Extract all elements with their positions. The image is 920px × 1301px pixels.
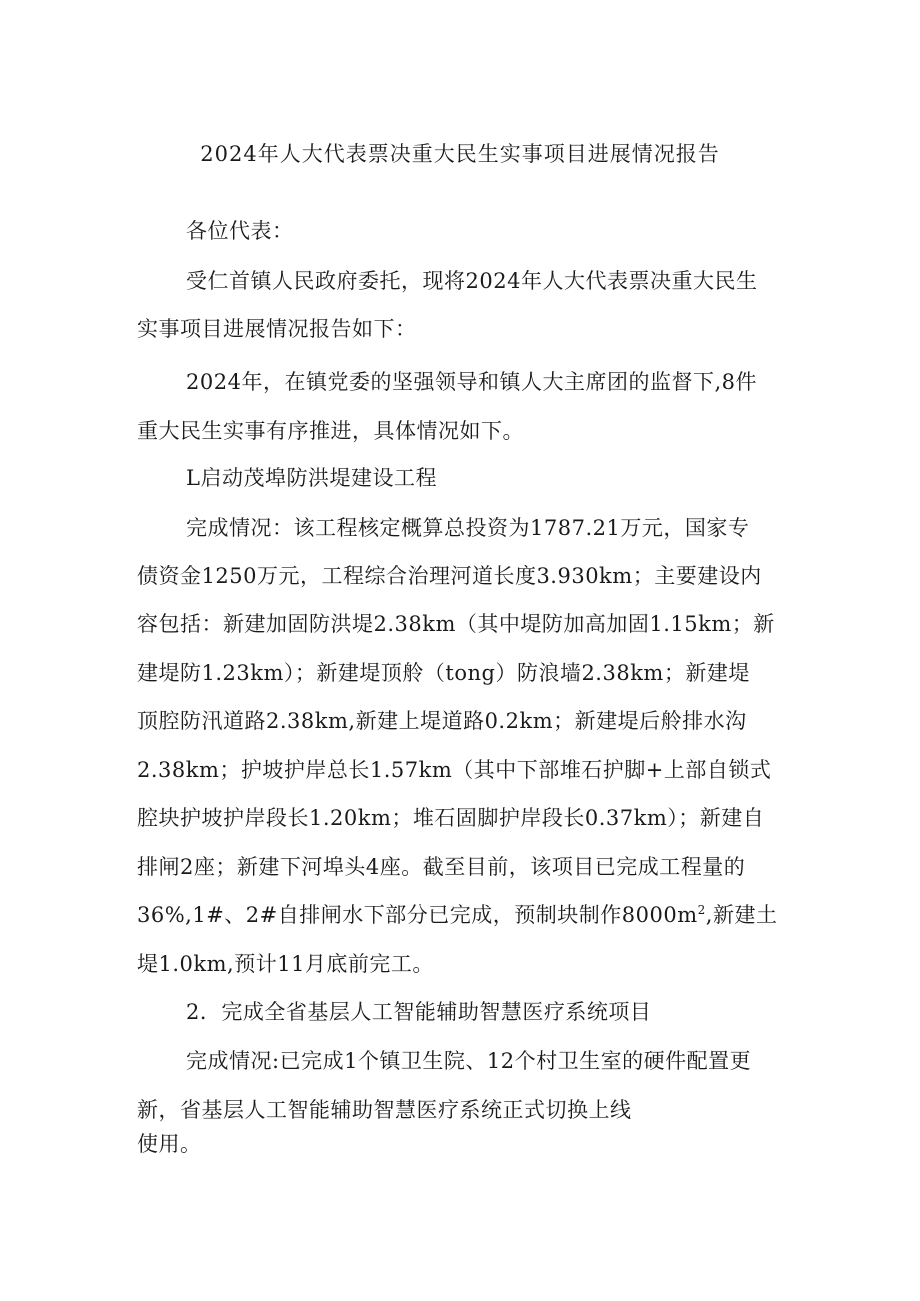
paragraph-line: 完成情况：该工程核定概算总投资为1787.21万元，国家专	[186, 516, 750, 540]
paragraph-line: 完成情况:已完成1个镇卫生院、12个村卫生室的硬件配置更	[186, 1049, 752, 1073]
paragraph-line: 腔块护坡护岸段长1.20km；堆石固脚护岸段长0.37km）；新建自	[137, 806, 765, 830]
paragraph-line: 重大民生实事有序推进，具体情况如下。	[137, 419, 524, 443]
section-heading-2: 2．完成全省基层人工智能辅助智慧医疗系统项目	[186, 1000, 652, 1024]
paragraph-line: 新，省基层人工智能辅助智慧医疗系统正式切换上线	[137, 1098, 632, 1122]
paragraph-line	[137, 899, 777, 931]
paragraph-line: 排闸2座；新建下河埠头4座。截至目前，该项目已完成工程量的	[137, 855, 746, 879]
paragraph-line: 建堤防1.23km）；新建堤顶舲（tong）防浪墙2.38km；新建堤	[137, 661, 750, 685]
paragraph-line: 受仁首镇人民政府委托，现将2024年人大代表票决重大民生	[186, 269, 758, 293]
paragraph-line: 容包括：新建加固防洪堤2.38km（其中堤防加高加固1.15km；新	[137, 612, 775, 636]
paragraph-line: 顶腔防汛道路2.38km,新建上堤道路0.2km；新建堤后舲排水沟	[137, 709, 747, 733]
document-title: 2024年人大代表票决重大民生实事项目进展情况报告	[200, 142, 720, 166]
paragraph-line: 2024年，在镇党委的坚强领导和镇人大主席团的监督下,8件	[186, 370, 757, 394]
paragraph-line: 使用。	[137, 1132, 202, 1156]
section-heading-1: L启动茂埠防洪堤建设工程	[186, 466, 437, 490]
superscript: 2	[697, 903, 706, 917]
paragraph-line: 实事项目进展情况报告如下：	[137, 317, 417, 341]
paragraph-line: 债资金1250万元，工程综合治理河道长度3.930km；主要建设内	[137, 564, 762, 588]
line-text: 36%,1#、2#自排闸水下部分已完成，预制块制作8000m	[137, 903, 698, 927]
paragraph-line: 堤1.0km,预计11月底前完工。	[137, 952, 434, 976]
line-tail: ,新建土	[705, 903, 778, 927]
paragraph-line: 2.38km；护坡护岸总长1.57km（其中下部堆石护脚+上部自锁式	[137, 758, 772, 782]
salutation: 各位代表：	[186, 219, 294, 243]
